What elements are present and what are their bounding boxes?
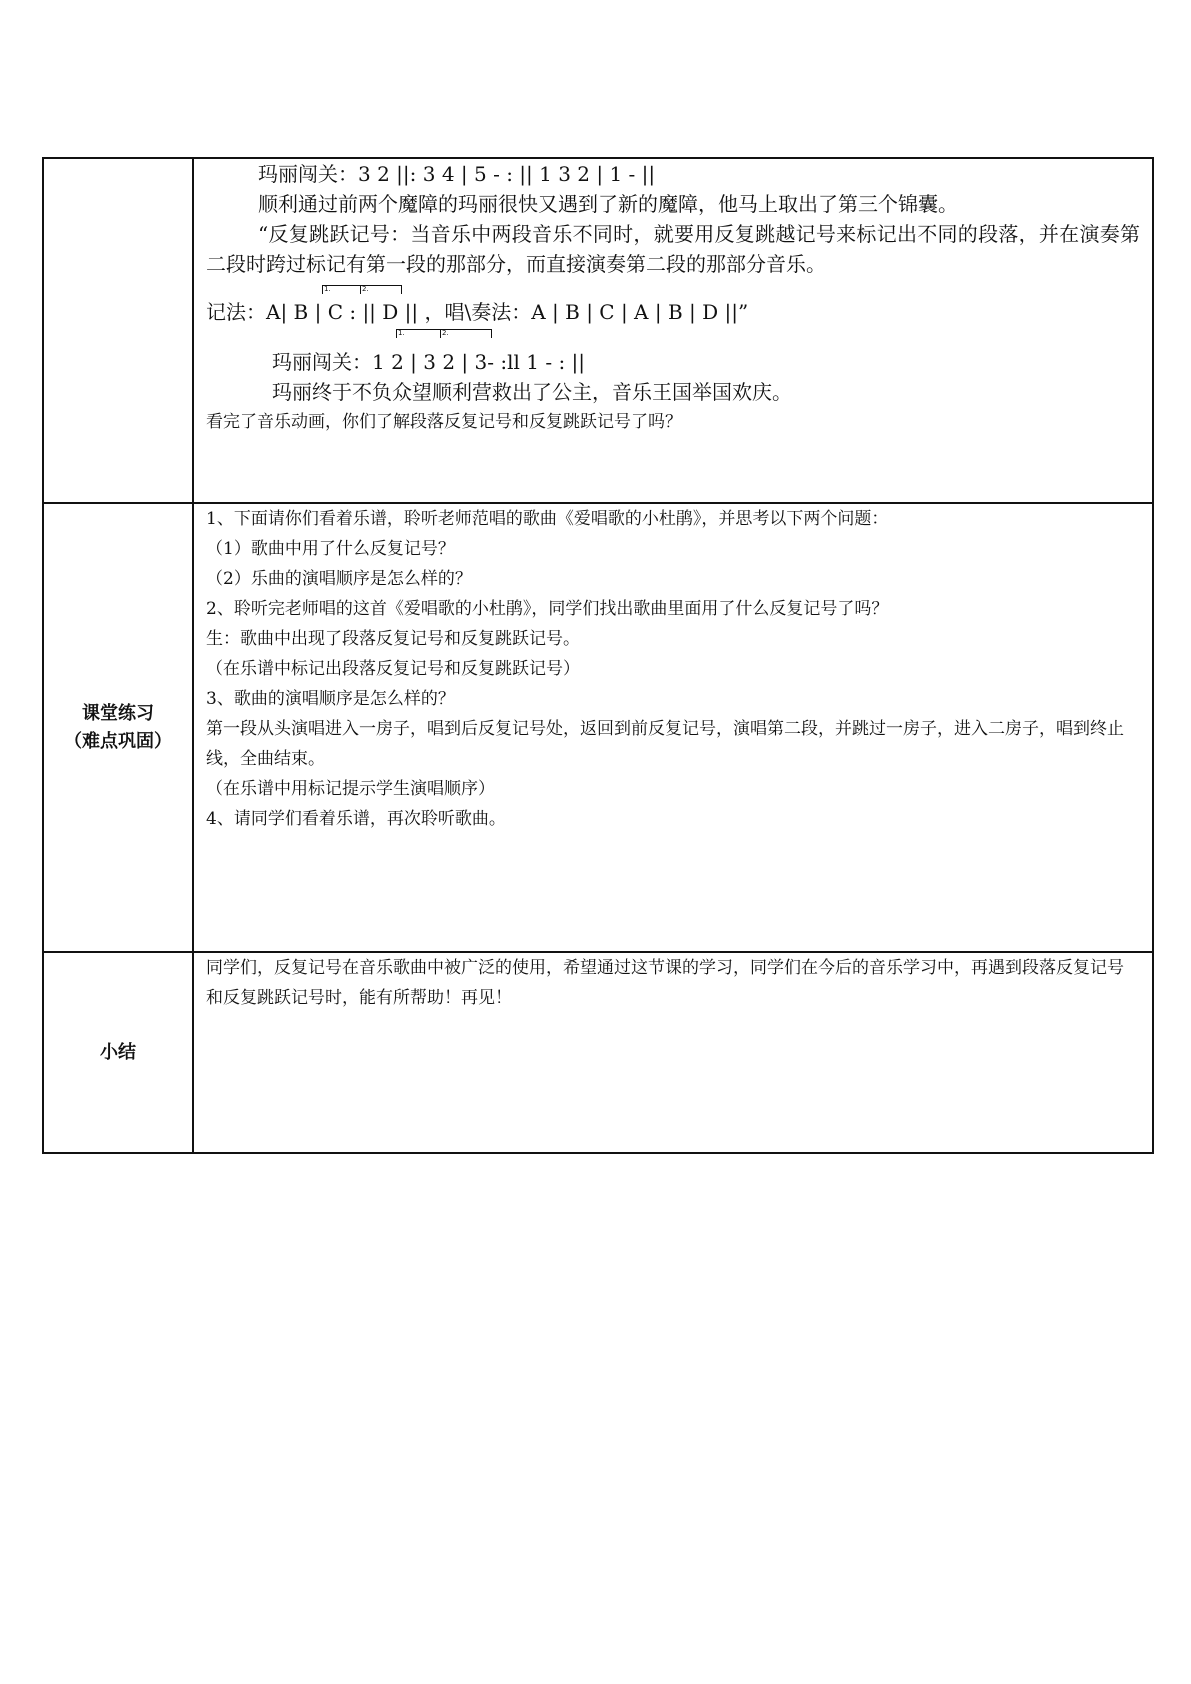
practice-line: （在乐谱中用标记提示学生演唱顺序） <box>206 779 495 799</box>
notation-line: 记法：A| B | C : || D || ，唱\奏法：A | B | C | A | B | D ||” <box>206 300 749 324</box>
upper-volta-brackets <box>206 279 1140 297</box>
summary-label-cell <box>43 952 193 1153</box>
practice-line: 1、下面请你们看着乐谱，聆听老师范唱的歌曲《爱唱歌的小杜鹃》，并思考以下两个问题： <box>206 509 889 529</box>
summary-row <box>43 952 1153 1153</box>
practice-line: （2）乐曲的演唱顺序是怎么样的？ <box>206 569 472 589</box>
practice-line: 生：歌曲中出现了段落反复记号和反复跳跃记号。 <box>206 629 580 649</box>
story-label-cell <box>43 158 193 503</box>
practice-label-cell <box>43 503 193 952</box>
summary-label: 小结 <box>100 1041 136 1063</box>
practice-line: 2、聆听完老师唱的这首《爱唱歌的小杜鹃》，同学们找出歌曲里面用了什么反复记号了吗？ <box>206 599 889 619</box>
story-row <box>43 158 1153 503</box>
story-line-5: 玛丽终于不负众望顺利营救出了公主，音乐王国举国欢庆。 <box>272 380 792 404</box>
summary-text: 同学们，反复记号在音乐歌曲中被广泛的使用，希望通过这节课的学习，同学们在今后的音乐学习中，再遇到段落反复记号和反复跳跃记号时，能有所帮助！再见！ <box>206 958 1124 1008</box>
story-line-3: “反复跳跃记号：当音乐中两段音乐不同时，就要用反复跳越记号来标记出不同的段落，并在演奏第二段时跨过标记有第一段的那部分，而直接演奏第二段的那部分音乐。 <box>206 222 1140 276</box>
practice-line: （在乐谱中标记出段落反复记号和反复跳跃记号） <box>206 659 580 679</box>
practice-sublabel: （难点巩固） <box>64 730 172 752</box>
practice-content-cell <box>193 503 1153 952</box>
practice-label: 课堂练习 <box>82 702 154 724</box>
volta-bracket-2: 2. <box>360 285 402 294</box>
practice-line: （1）歌曲中用了什么反复记号？ <box>206 539 455 559</box>
practice-line: 3、歌曲的演唱顺序是怎么样的？ <box>206 689 455 709</box>
story-line-6: 看完了音乐动画，你们了解段落反复记号和反复跳跃记号了吗？ <box>206 412 682 432</box>
practice-row <box>43 503 1153 952</box>
practice-line: 4、请同学们看着乐谱，再次聆听歌曲。 <box>206 809 506 829</box>
summary-content-cell <box>193 952 1153 1153</box>
volta-bracket-2-lower: 2. <box>440 329 492 338</box>
volta-bracket-1: 1. <box>322 285 361 294</box>
story-line-2: 顺利通过前两个魔障的玛丽很快又遇到了新的魔障，他马上取出了第三个锦囊。 <box>258 192 958 216</box>
story-line-4: 玛丽闯关：1 2 | 3 2 | 3- :ll 1 - : || <box>272 350 586 374</box>
practice-line: 第一段从头演唱进入一房子，唱到后反复记号处，返回到前反复记号，演唱第二段，并跳过一房子，进入二房子，唱到终止线，全曲结束。 <box>206 719 1124 769</box>
lower-volta-brackets <box>206 327 1140 347</box>
story-content-cell <box>193 158 1153 503</box>
volta-bracket-1-lower: 1. <box>396 329 441 338</box>
story-line-1: 玛丽闯关：3 2 ||: 3 4 | 5 - : || 1 3 2 | 1 - || <box>258 162 656 186</box>
lesson-plan-table <box>42 157 1154 1154</box>
